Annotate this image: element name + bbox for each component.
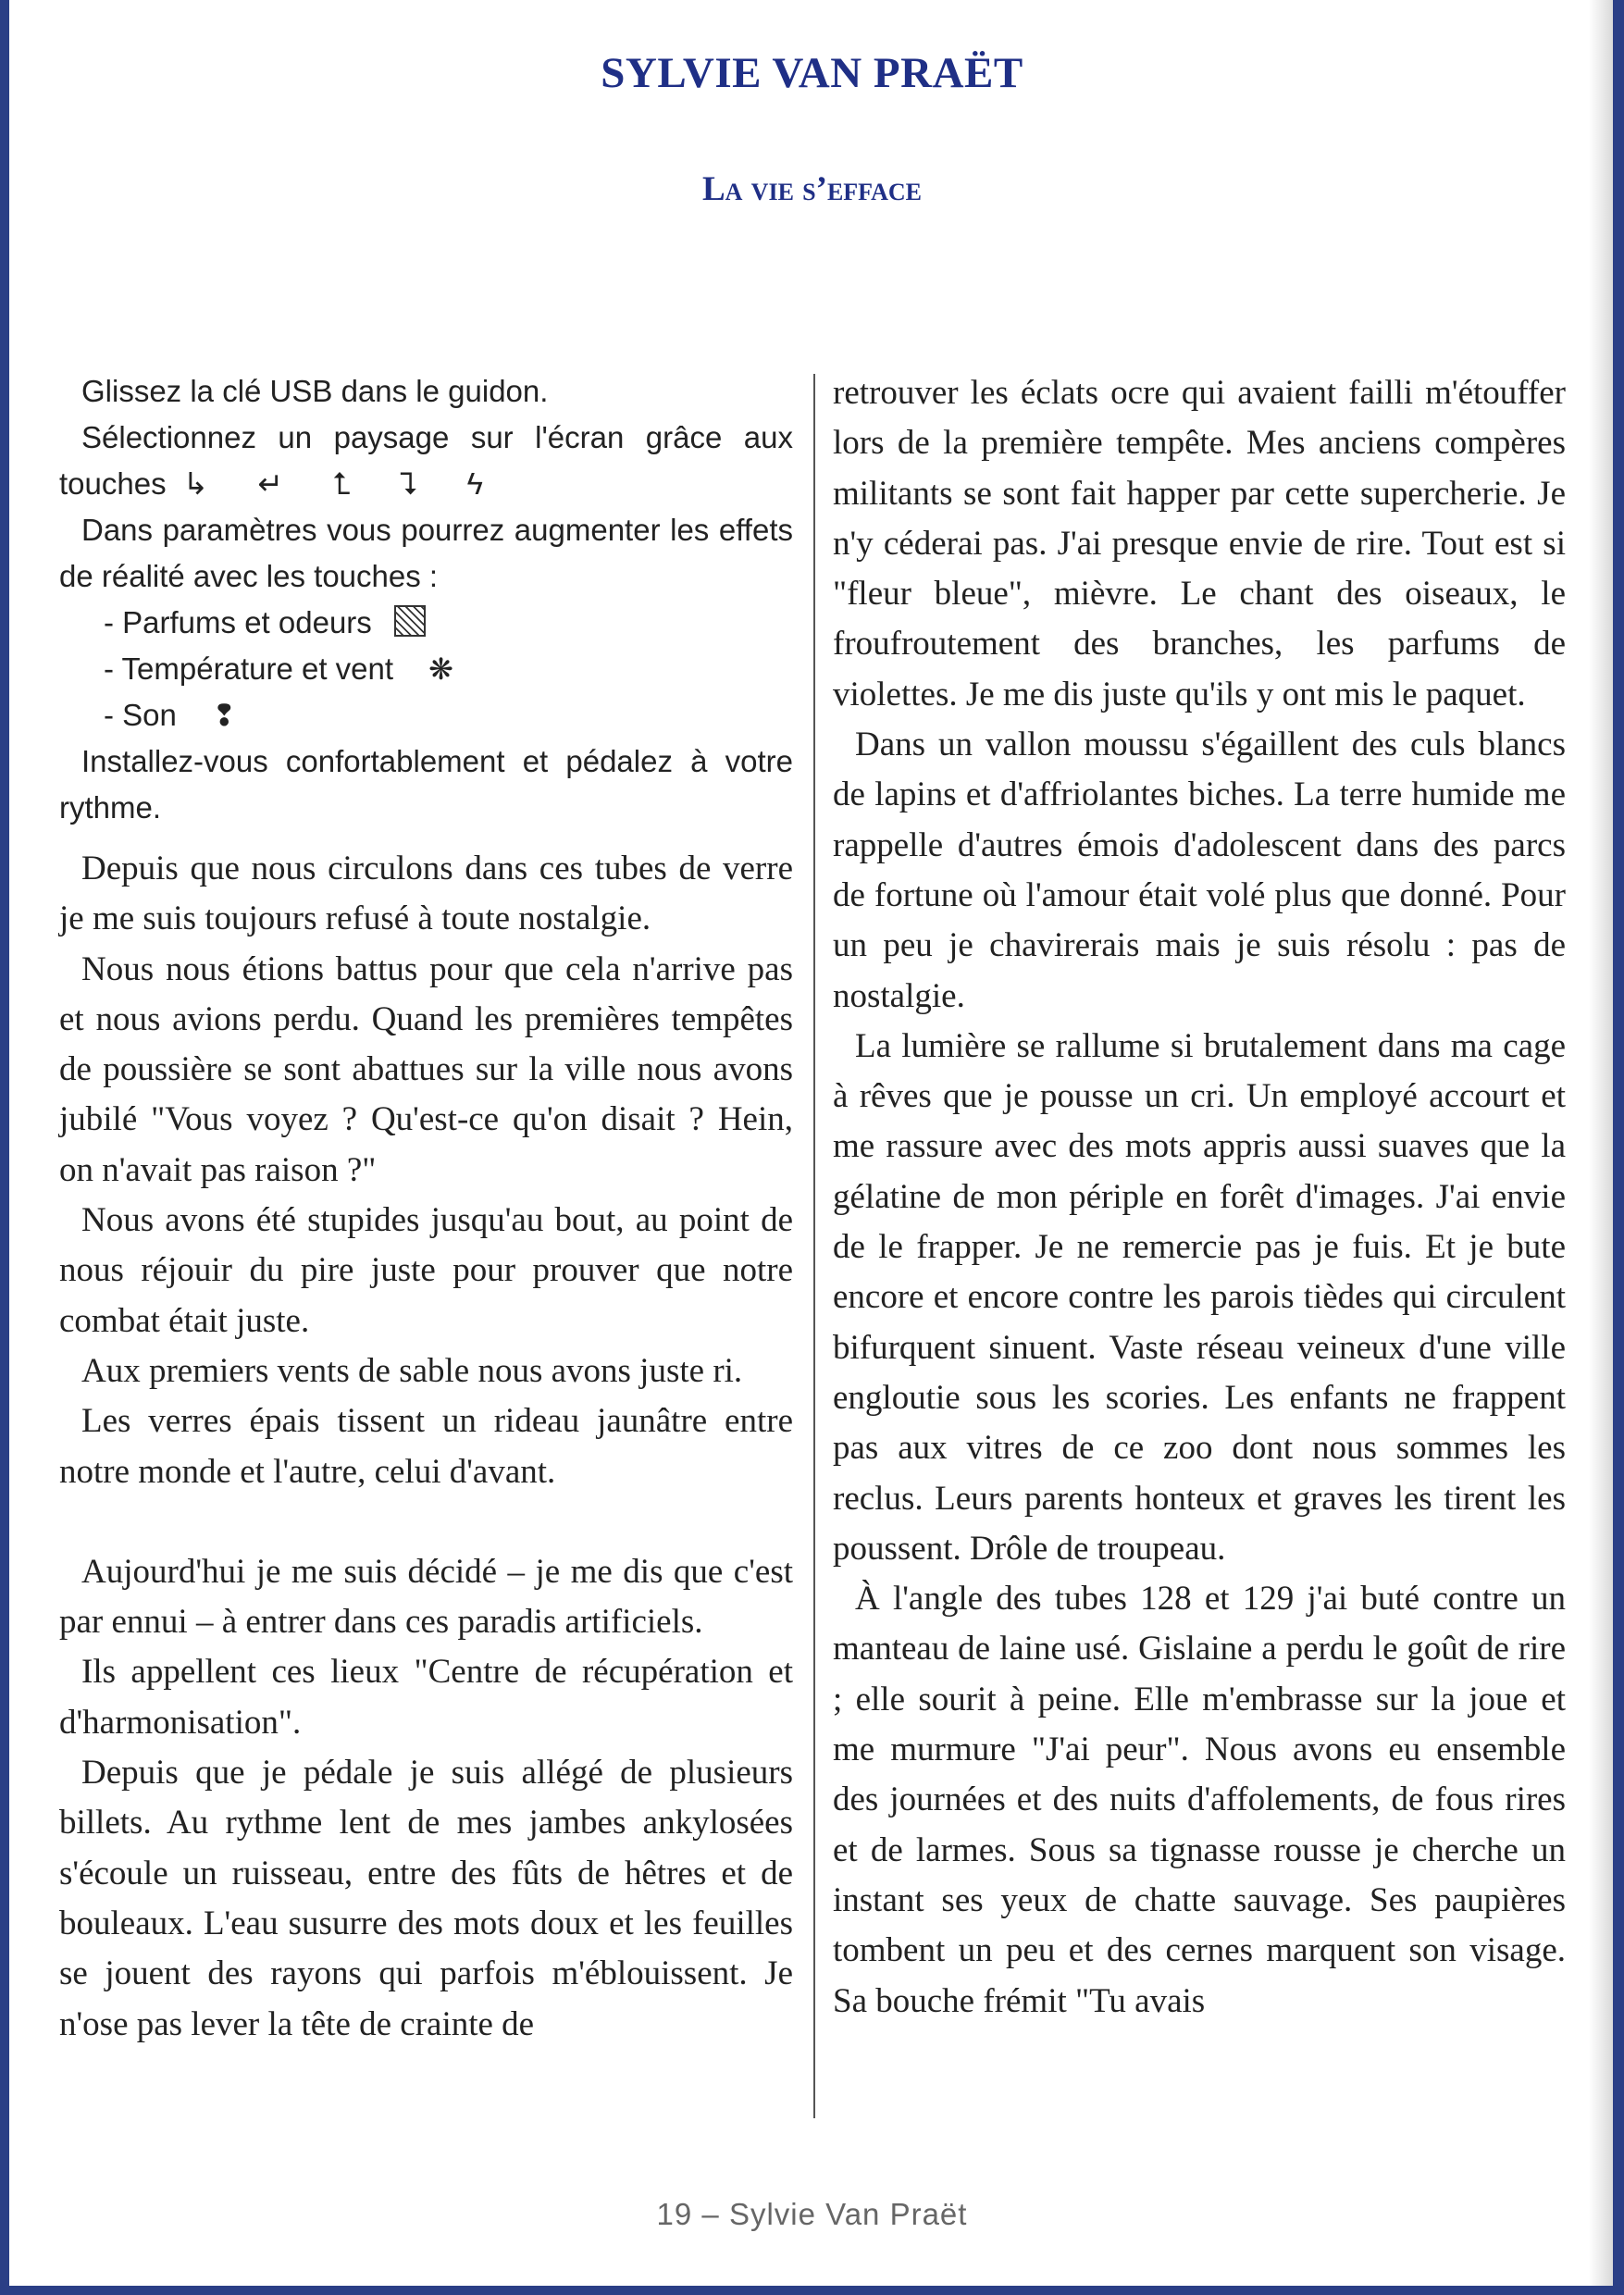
paragraph: Nous nous étions battus pour que cela n'arrive pas et nous avions perdu. Quand les premières tempêtes de poussière se sont abattues sur la ville nous avons jubilé "Vous voyez ? Qu'est-ce qu'on disait ? Hein, on n'avait pas raison ?": [59, 949, 793, 1189]
story-title: La vie s’efface: [701, 170, 923, 208]
left-prose: [59, 844, 793, 2050]
option-perfume: [59, 600, 793, 646]
option-label: - Parfums et odeurs: [104, 605, 372, 639]
scent-key-icon: [394, 605, 426, 637]
paragraph: À l'angle des tubes 128 et 129 j'ai buté contre un manteau de laine usé. Gislaine a perdu le goût de rire ; elle sourit à peine. Elle m'embrasse sur la joue et me murmure "J'ai peur". Nous avons eu ensemble des journées et des nuits d'affolements, de fous rires et de larmes. Sous sa tignasse rousse je cherche un instant ses yeux de chatte sauvage. Ses paupières tombent un peu et des cernes marquent son visage. Sa bouche frémit "Tu avais: [833, 1580, 1566, 2020]
option-label: - Son: [104, 698, 177, 732]
sound-key-icon: ❢: [211, 699, 237, 732]
paragraph: Dans un vallon moussu s'égaillent des culs blancs de lapins et d'affriolantes biches. La terre humide me rappelle d'autres émois d'adolescent dans des parcs de fortune où l'amour était volé plus que donné. Pour un peu je chavirerais mais je suis résolu : pas de nostalgie.: [833, 726, 1566, 1015]
author-heading: SYLVIE VAN PRAËT: [601, 49, 1023, 97]
section-break: [59, 1497, 793, 1547]
paragraph: retrouver les éclats ocre qui avaient failli m'étouffer lors de la première tempête. Mes anciens compères militants se sont fait happer par cette supercherie. Je n'y céderai pas. J'ai presque envie de rire. Tout est si "fleur bleue", mièvre. Le chant des oiseaux, le froufroutement des branches, les parfums de violettes. Je me dis juste qu'ils y ont mis le paquet.: [833, 374, 1566, 713]
instruction-line: Installez-vous confortablement et pédalez à votre rythme.: [59, 744, 793, 825]
right-column: [833, 368, 1566, 2027]
paragraph: Depuis que je pédale je suis allégé de plusieurs billets. Au rythme lent de mes jambes ankylosées s'écoule un ruisseau, entre des fûts de hêtres et de bouleaux. L'eau susurre des mots doux et les feuilles se jouent des rayons qui parfois m'éblouissent. Je n'ose pas lever la tête de crainte de: [59, 1754, 793, 2043]
instruction-text: Sélectionnez un paysage sur l'écran grâce aux touches: [59, 420, 793, 501]
paragraph: Nous avons été stupides jusqu'au bout, au point de nous réjouir du pire juste pour prouver que notre combat était juste.: [59, 1201, 793, 1340]
instructions-block: [59, 368, 793, 831]
paragraph: Les verres épais tissent un rideau jaunâtre entre notre monde et l'autre, celui d'avant.: [59, 1402, 793, 1491]
page-footer: 19 – Sylvie Van Praët: [656, 2197, 968, 2231]
paragraph: Aujourd'hui je me suis décidé – je me dis que c'est par ennui – à entrer dans ces paradis artificiels.: [59, 1552, 793, 1642]
instruction-line: Glissez la clé USB dans le guidon.: [81, 374, 549, 408]
instruction-line: [59, 415, 793, 507]
column-divider: [813, 374, 815, 2118]
paragraph: Depuis que nous circulons dans ces tubes de verre je me suis toujours refusé à toute nostalgie.: [59, 850, 793, 938]
paragraph: Ils appellent ces lieux "Centre de récupération et d'harmonisation".: [59, 1653, 793, 1742]
left-column: [59, 368, 793, 2050]
paragraph: La lumière se rallume si brutalement dans ma cage à rêves que je pousse un cri. Un employé accourt et me rassure avec des mots appris aussi suaves que la gélatine de mon périple en forêt d'images. J'ai envie de le frapper. Je ne remercie pas je fuis. Et je bute encore et encore contre les parois tièdes qui circulent bifurquent sinuent. Vaste réseau veineux d'une ville engloutie sous les scories. Les enfants ne frappent pas aux vitres de ce zoo dont nous sommes les reclus. Leurs parents honteux et graves les tirent les poussent. Drôle de troupeau.: [833, 1026, 1566, 1568]
option-sound: [59, 692, 793, 738]
paragraph: Aux premiers vents de sable nous avons juste ri.: [81, 1351, 743, 1390]
option-label: - Température et vent: [104, 651, 394, 686]
arrow-keys-icon: ↳ ↵ ⮤ ⮧ ϟ: [182, 466, 503, 501]
page-edge-shadow: [1589, 0, 1613, 2286]
instruction-line: Dans paramètres vous pourrez augmenter les effets de réalité avec les touches :: [59, 513, 793, 593]
wind-key-icon: ❋: [428, 652, 453, 686]
option-temperature: [59, 646, 793, 692]
right-prose: [833, 368, 1566, 2027]
